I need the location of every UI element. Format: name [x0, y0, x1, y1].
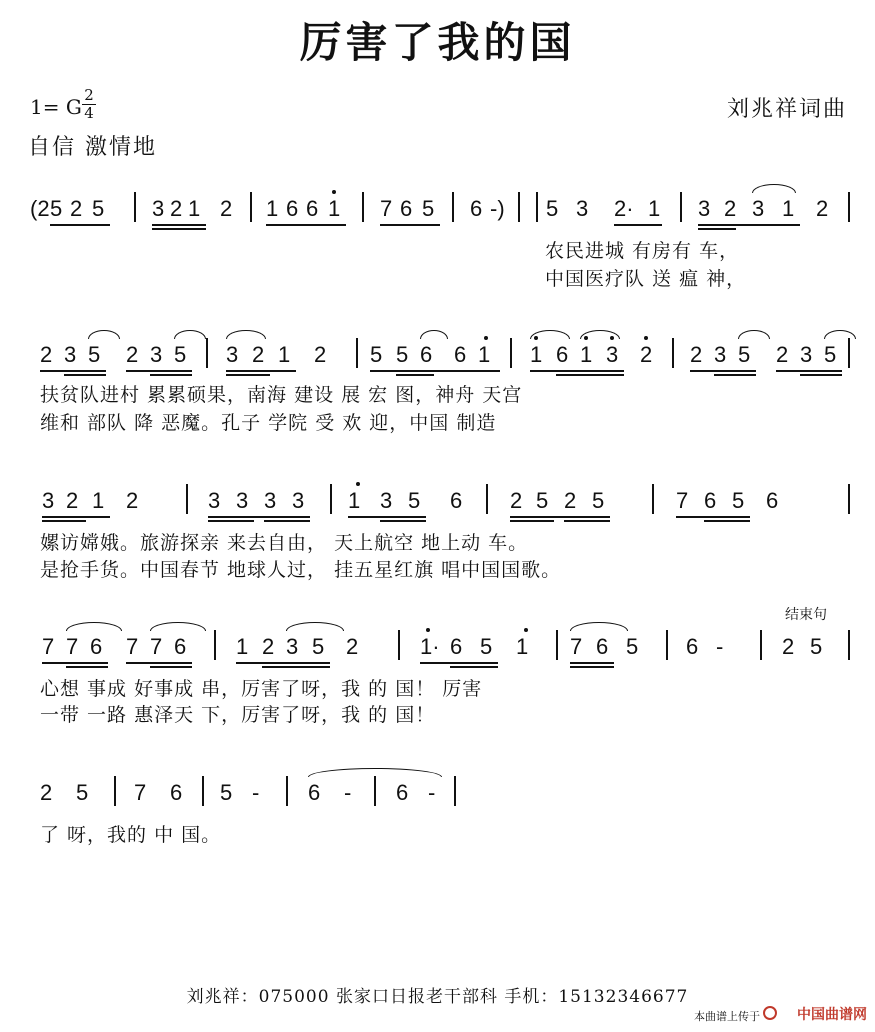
- note: 2: [70, 196, 83, 221]
- sixteenth-beam: [150, 374, 192, 376]
- octave-dot: [332, 190, 336, 194]
- note: 5: [546, 196, 559, 221]
- sixteenth-beam: [556, 374, 624, 376]
- note: 3: [286, 634, 299, 659]
- barline: [848, 484, 850, 514]
- sixteenth-beam: [42, 520, 86, 522]
- octave-dot: [644, 336, 648, 340]
- note: 7: [126, 634, 139, 659]
- octave-dot: [524, 628, 528, 632]
- note: 2: [690, 342, 703, 367]
- uploader-label: 本曲谱上传于: [694, 1010, 760, 1023]
- tie-arc: [738, 330, 770, 339]
- notation-line-4: [30, 634, 855, 666]
- note: 1: [580, 342, 593, 367]
- note: 5: [592, 488, 605, 513]
- sixteenth-beam: [264, 520, 310, 522]
- note: 7: [42, 634, 55, 659]
- author: 刘兆祥词曲: [726, 97, 847, 122]
- tie-arc: [824, 330, 856, 339]
- note: 5: [810, 634, 823, 659]
- tie-arc: [88, 330, 120, 339]
- tie-arc: [530, 330, 570, 339]
- tie-arc: [420, 330, 448, 339]
- note: 5: [480, 634, 493, 659]
- octave-dot: [484, 336, 488, 340]
- note: 1: [328, 196, 341, 221]
- barline: [556, 630, 558, 660]
- key-signature: 1= G: [30, 95, 82, 119]
- barline: [760, 630, 762, 660]
- note: -: [428, 780, 436, 805]
- note: 1: [348, 488, 361, 513]
- octave-dot: [426, 628, 430, 632]
- sixteenth-beam: [704, 520, 750, 522]
- note: 5: [370, 342, 383, 367]
- sixteenth-beam: [800, 374, 842, 376]
- note: 5: [92, 196, 105, 221]
- tie-arc: [150, 622, 206, 631]
- note: 2: [126, 342, 139, 367]
- barline: [202, 776, 204, 806]
- note: 2: [252, 342, 265, 367]
- note: 6: [704, 488, 717, 513]
- barline: [672, 338, 674, 368]
- note: 2: [314, 342, 327, 367]
- note: 2: [724, 196, 737, 221]
- tie-arc: [308, 768, 442, 777]
- note: 3: [292, 488, 305, 513]
- tie-arc: [580, 330, 620, 339]
- time-sig-top: 2: [84, 86, 94, 104]
- barline: [848, 338, 850, 368]
- note: 6: [170, 780, 183, 805]
- note: -): [490, 196, 505, 221]
- note: 2: [782, 634, 795, 659]
- lyric-line-2a: 扶贫队进村 累累硕果，南海 建设 展 宏 图，神舟 天宫: [40, 384, 523, 406]
- note: 6: [396, 780, 409, 805]
- barline: [486, 484, 488, 514]
- note: 6: [454, 342, 467, 367]
- barline: [454, 776, 456, 806]
- barline: [666, 630, 668, 660]
- barline: [452, 192, 454, 222]
- lyric-line-1a: 农民进城 有房有 车，: [545, 240, 740, 262]
- sixteenth-beam: [262, 666, 330, 668]
- barline: [398, 630, 400, 660]
- note: 5: [738, 342, 751, 367]
- lyric-line-4a: 心想 事成 好事成 串，厉害了呀，我 的 国！ 厉害: [40, 678, 483, 700]
- eighth-beam: [42, 662, 108, 664]
- note: 7: [676, 488, 689, 513]
- lyric-line-1b: 中国医疗队 送 瘟 神，: [545, 268, 747, 290]
- sixteenth-beam: [208, 520, 254, 522]
- note: 3: [152, 196, 165, 221]
- site-logo-icon: [763, 1006, 777, 1020]
- eighth-beam: [126, 662, 192, 664]
- barline: [356, 338, 358, 368]
- note: (2: [30, 196, 50, 221]
- lyric-line-3b: 是抢手货。中国春节 地球人过， 挂五星红旗 唱中国国歌。: [40, 559, 562, 581]
- note: 6: [286, 196, 299, 221]
- tie-arc: [174, 330, 206, 339]
- note: 2: [40, 780, 53, 805]
- lyric-line-3a: 嫘访嫦娥。旅游探亲 来去自由， 天上航空 地上动 车。: [40, 532, 529, 554]
- note: 6: [306, 196, 319, 221]
- note: 5: [422, 196, 435, 221]
- note: 5: [174, 342, 187, 367]
- barline: [518, 192, 520, 222]
- note: 7: [570, 634, 583, 659]
- barline: [250, 192, 252, 222]
- note: 3: [576, 196, 589, 221]
- note: 2: [262, 634, 275, 659]
- barline: [848, 192, 850, 222]
- note: 3: [752, 196, 765, 221]
- note: 3: [208, 488, 221, 513]
- note: 1: [648, 196, 661, 221]
- note: 3: [150, 342, 163, 367]
- note: 3: [606, 342, 619, 367]
- barline: [114, 776, 116, 806]
- note: 7: [134, 780, 147, 805]
- sixteenth-beam: [714, 374, 756, 376]
- note: 6: [174, 634, 187, 659]
- note: 5: [824, 342, 837, 367]
- note: 6: [766, 488, 779, 513]
- barline: [536, 192, 538, 222]
- octave-dot: [356, 482, 360, 486]
- note: 2: [510, 488, 523, 513]
- note: -: [344, 780, 352, 805]
- note: 1: [92, 488, 105, 513]
- note: 2: [220, 196, 233, 221]
- note: 3: [42, 488, 55, 513]
- note: 2: [816, 196, 829, 221]
- note: -: [252, 780, 260, 805]
- sixteenth-beam: [226, 374, 270, 376]
- eighth-beam: [676, 516, 750, 518]
- eighth-beam: [370, 370, 500, 372]
- note: 3: [714, 342, 727, 367]
- note: 5: [732, 488, 745, 513]
- note: 6: [556, 342, 569, 367]
- sixteenth-beam: [150, 666, 192, 668]
- eighth-beam: [530, 370, 624, 372]
- tie-arc: [66, 622, 122, 631]
- note: 7: [380, 196, 393, 221]
- barline: [330, 484, 332, 514]
- eighth-beam: [348, 516, 426, 518]
- lyric-line-2b: 维和 部队 降 恶魔。孔子 学院 受 欢 迎，中国 制造: [40, 412, 497, 434]
- eighth-beam: [420, 662, 498, 664]
- note: 6: [450, 488, 463, 513]
- sixteenth-beam: [450, 666, 498, 668]
- note: 7: [66, 634, 79, 659]
- note: 2: [564, 488, 577, 513]
- note: 2·: [614, 196, 634, 221]
- sixteenth-beam: [510, 520, 554, 522]
- note: 3: [236, 488, 249, 513]
- eighth-beam: [570, 662, 614, 664]
- note: 5: [408, 488, 421, 513]
- note: 5: [396, 342, 409, 367]
- barline: [214, 630, 216, 660]
- barline: [510, 338, 512, 368]
- eighth-beam: [126, 370, 192, 372]
- note: 3: [64, 342, 77, 367]
- contact-footer: 刘兆祥：075000 张家口日报老干部科 手机：15132346677: [186, 987, 689, 1007]
- lyric-line-5a: 了 呀，我的 中 国。: [40, 824, 222, 846]
- notation-line-1: [30, 196, 855, 228]
- note: 1: [188, 196, 201, 221]
- barline: [286, 776, 288, 806]
- note: 2: [776, 342, 789, 367]
- note: -: [716, 634, 724, 659]
- eighth-beam: [50, 224, 110, 226]
- tempo-marking: 自信 激情地: [28, 135, 157, 160]
- note: 1: [530, 342, 543, 367]
- note: 1: [278, 342, 291, 367]
- note: 5: [88, 342, 101, 367]
- sixteenth-beam: [570, 666, 614, 668]
- note: 1: [782, 196, 795, 221]
- barline: [186, 484, 188, 514]
- eighth-beam: [226, 370, 296, 372]
- note: 1: [266, 196, 279, 221]
- page-title: 厉害了我的国: [299, 18, 576, 67]
- note: 5: [76, 780, 89, 805]
- note: 1·: [420, 634, 440, 659]
- lyric-line-4b: 一带 一路 惠泽天 下，厉害了呀，我 的 国！: [40, 704, 436, 726]
- note: 3: [698, 196, 711, 221]
- sixteenth-beam: [396, 374, 434, 376]
- time-signature: [82, 88, 96, 121]
- barline: [848, 630, 850, 660]
- note: 1: [516, 634, 529, 659]
- eighth-beam: [614, 224, 662, 226]
- note: 2: [126, 488, 139, 513]
- note: 5: [220, 780, 233, 805]
- note: 7: [150, 634, 163, 659]
- tie-arc: [752, 184, 796, 193]
- eighth-beam: [698, 224, 800, 226]
- barline: [652, 484, 654, 514]
- eighth-beam: [208, 516, 310, 518]
- eighth-beam: [152, 224, 206, 226]
- note: 3: [800, 342, 813, 367]
- barline: [134, 192, 136, 222]
- barline: [374, 776, 376, 806]
- note: 1: [478, 342, 491, 367]
- note: 6: [400, 196, 413, 221]
- notation-line-5: [30, 780, 855, 812]
- eighth-beam: [510, 516, 610, 518]
- eighth-beam: [776, 370, 842, 372]
- note: 6: [420, 342, 433, 367]
- eighth-beam: [42, 516, 110, 518]
- sixteenth-beam: [564, 520, 610, 522]
- note: 5: [50, 196, 63, 221]
- note: 2: [170, 196, 183, 221]
- sixteenth-beam: [698, 228, 736, 230]
- note: 2: [346, 634, 359, 659]
- note: 6: [470, 196, 483, 221]
- note: 3: [226, 342, 239, 367]
- eighth-beam: [236, 662, 330, 664]
- notation-line-2: [30, 342, 855, 374]
- note: 6: [90, 634, 103, 659]
- eighth-beam: [40, 370, 106, 372]
- site-name: 中国曲谱网: [797, 1007, 867, 1023]
- note: 3: [264, 488, 277, 513]
- barline: [206, 338, 208, 368]
- barline: [680, 192, 682, 222]
- note: 1: [236, 634, 249, 659]
- sixteenth-beam: [66, 666, 108, 668]
- tie-arc: [286, 622, 344, 631]
- note: 5: [626, 634, 639, 659]
- sixteenth-beam: [380, 520, 426, 522]
- note: 6: [686, 634, 699, 659]
- tie-arc: [226, 330, 266, 339]
- note: 5: [312, 634, 325, 659]
- time-sig-bottom: 4: [84, 104, 94, 122]
- barline: [362, 192, 364, 222]
- note: 6: [596, 634, 609, 659]
- note: 2: [40, 342, 53, 367]
- note: 5: [536, 488, 549, 513]
- eighth-beam: [380, 224, 440, 226]
- sixteenth-beam: [152, 228, 206, 230]
- sixteenth-beam: [64, 374, 106, 376]
- eighth-beam: [690, 370, 756, 372]
- tie-arc: [570, 622, 628, 631]
- eighth-beam: [266, 224, 346, 226]
- note: 6: [450, 634, 463, 659]
- ending-label: 结束句: [785, 607, 827, 623]
- note: 6: [308, 780, 321, 805]
- note: 2: [640, 342, 653, 367]
- note: 3: [380, 488, 393, 513]
- note: 2: [66, 488, 79, 513]
- notation-line-3: [30, 488, 855, 520]
